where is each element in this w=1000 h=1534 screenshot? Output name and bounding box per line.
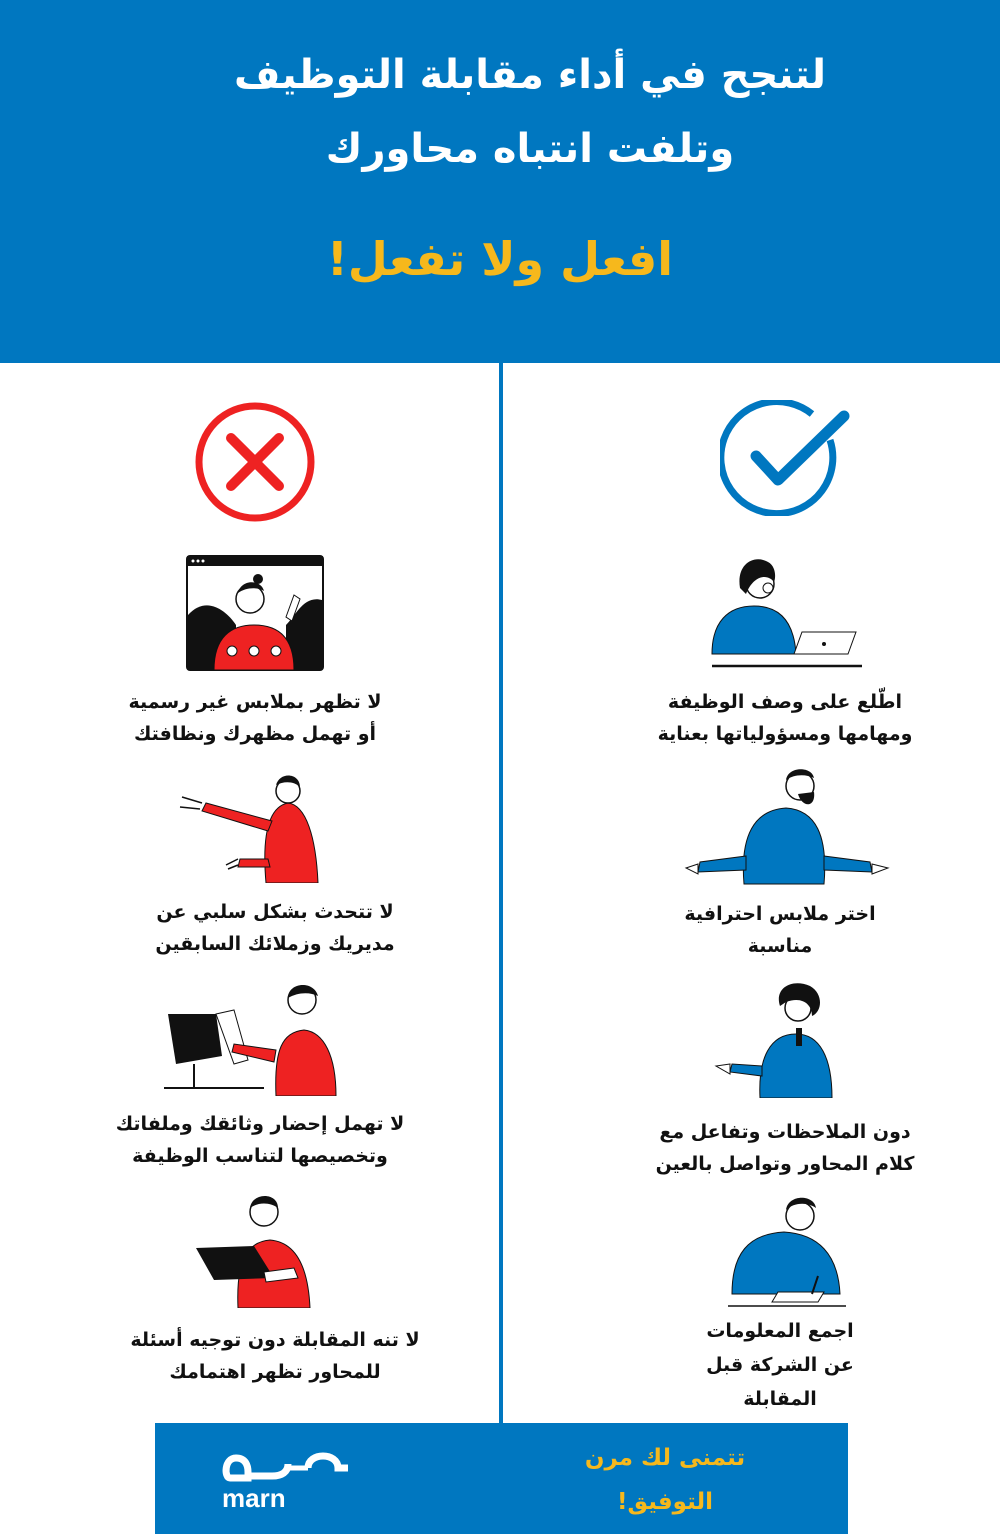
- do-item-3-line2: كلام المحاور وتواصل بالعين: [655, 1153, 915, 1175]
- footer-message: [520, 1436, 810, 1524]
- do-item-4-line3: المقابلة: [743, 1388, 817, 1410]
- dont-item-1-line2: أو تهمل مظهرك ونظافتك: [133, 723, 377, 745]
- dont-item-4-line2: للمحاور تظهر اهتمامك: [169, 1361, 381, 1383]
- dont-item-1-text: [70, 686, 440, 750]
- woman-laptop-illustration: [710, 554, 864, 670]
- do-item-2-text: [620, 898, 940, 962]
- dont-item-2-line1: لا تتحدث بشكل سلبي عن: [156, 901, 394, 923]
- dont-item-1-line1: لا تظهر بملابس غير رسمية: [128, 691, 382, 713]
- dont-item-3-line1: لا تهمل إحضار وثائقك وملفاتك: [115, 1113, 405, 1135]
- do-item-4-line1: اجمع المعلومات: [706, 1320, 854, 1342]
- do-item-1-line1: اطّلع على وصف الوظيفة: [667, 691, 903, 713]
- page-subtitle: افعل ولا تفعل!: [326, 232, 674, 286]
- do-item-2-line1: اختر ملابس احترافية: [684, 903, 876, 925]
- dont-item-2-line2: مديريك وزملائك السابقين: [155, 933, 395, 955]
- do-item-3-text: [590, 1116, 980, 1180]
- dont-item-3-text: [60, 1108, 460, 1172]
- footer-message-line2: التوفيق!: [617, 1489, 713, 1515]
- man-computer-illustration: [164, 980, 340, 1096]
- do-item-4-line2: عن الشركة قبل: [706, 1354, 854, 1376]
- x-circle-icon: [193, 400, 317, 524]
- do-item-2-line2: مناسبة: [747, 935, 813, 957]
- logo-latin-text: marn: [222, 1483, 286, 1513]
- page-title-line1: لتنجح في أداء مقابلة التوظيف: [233, 52, 827, 98]
- man-laptop-illustration: [194, 1192, 316, 1308]
- page-title-line2: وتلفت انتباه محاورك: [325, 126, 735, 172]
- man-open-arms-illustration: [684, 766, 890, 886]
- check-circle-icon: [720, 400, 852, 516]
- do-item-1-text: [600, 686, 970, 750]
- column-divider: [499, 363, 503, 1423]
- dont-item-4-text: [70, 1324, 480, 1388]
- dont-item-3-line2: وتخصيصها لتناسب الوظيفة: [132, 1145, 388, 1167]
- dont-item-2-text: [80, 896, 470, 960]
- woman-gesturing-illustration: [176, 767, 326, 883]
- footer-message-line1: تتمنى لك مرن: [584, 1445, 746, 1471]
- do-item-3-line1: دون الملاحظات وتفاعل مع: [659, 1121, 911, 1143]
- do-item-1-line2: ومهامها ومسؤولياتها بعناية: [657, 723, 913, 745]
- marn-logo: [222, 1438, 354, 1482]
- man-writing-illustration: [728, 1194, 846, 1308]
- do-item-4-text: [630, 1314, 930, 1416]
- dont-item-4-line1: لا تنه المقابلة دون توجيه أسئلة: [130, 1329, 420, 1351]
- woman-microphone-illustration: [714, 982, 836, 1098]
- video-call-illustration: [186, 555, 324, 671]
